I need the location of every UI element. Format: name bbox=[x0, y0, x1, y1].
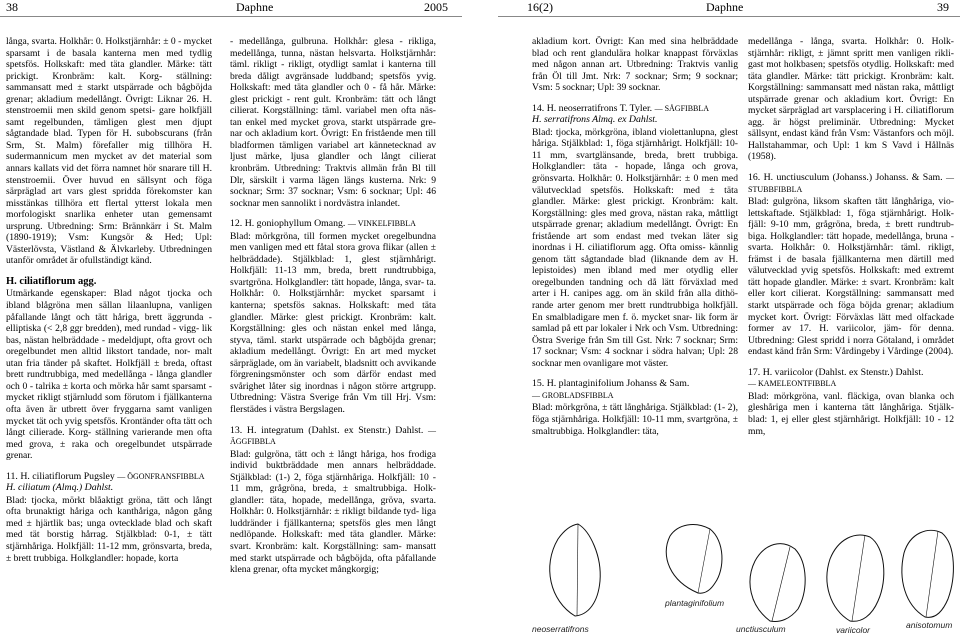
figure-caption: unctiusculum bbox=[736, 624, 786, 634]
species-heading bbox=[6, 471, 212, 494]
issue-label: 16(2) bbox=[527, 0, 553, 14]
leaf-figure bbox=[520, 521, 960, 638]
figure-caption: anisotomum bbox=[906, 620, 953, 630]
journal-title-left: Daphne bbox=[236, 0, 274, 14]
section-heading: H. ciliatiflorum agg. bbox=[6, 275, 97, 287]
species-heading bbox=[748, 172, 954, 195]
page-number-left: 38 bbox=[6, 0, 18, 14]
species-common-name: — VINKELFIBBLA bbox=[347, 219, 416, 229]
species-heading bbox=[230, 425, 436, 448]
paragraph: Blad: mörkgröna, ± tätt långhåriga. Stjälkblad: (1- 2), föga stjärnhåriga. Holkfjäll: 10-11 mm, svartgröna, ± smaltrubbiga. Holkglandler: täta, bbox=[532, 402, 738, 437]
text-column-4 bbox=[748, 36, 954, 446]
paragraph: långa, svarta. Holkhår: 0. Holkstjärnhår: ± 0 - mycket sparsamt i de basala kanterna men med tydlig spetsfös. Holkskaft: med täta glandler. Märke: tätt prickigt. Kronbräm: kalt. Korg- ställning: sammansatt med ± starkt utspärrade och bågböjda grenar; akladium medellångt. Övrigt: Liknar 26. H. stenstroemii men skild genom spetsi- gare holkfjäll samt regelbunden, tämligen glest men djupt sågtandade blad. Typen för H. subobscurans (från Srm, St. Malm) förefaller mig tillhöra H. sudermannicum men mycket av det material som annars kallats vid det förra namnet hör snarare till H. stenstroemii. Över huvud en sällsynt och föga särpräglad art vars glest spridda förekomster kan misstänkas tillhöra ett flertal ytterst lokala men morfologiskt snarlika enheter utan gemensamt ursprung. Utbredning: Srm: Brännkärr i St. Malm (1890-1919); Vsm: Kungsör & Hed; Upl: Västerlövsta, Västland & Älvkarleby. Utbredningen utanför området är ofullständigt känd. bbox=[6, 36, 212, 267]
paragraph: - medellånga, gulbruna. Holkhår: glesa - rikliga, medellånga, tunna, nästan helsvarta. Holkstjärnhår: täml. rikligt - rikligt, otydligt samlat i kanterna till breda dåligt avgränsade luddband; spetsfös yvig. Holkskaft: med täta glandler och 0 - få hår. Märke: glest prickigt - rent gult. Kronbräm: tätt och långt cilierat. Korgställning: täml. variabel men ofta näs- tan enkel med mycket grova, starkt utspärrade gre- nar och akladium kort. Övrigt: En fristående men till bladformen tämligen variabel art kännetecknad av ljust märke, ljusa glandler och långt cilierat kronbräm. Utbredning: Traktvis allmän från Bl till Dlr, särskilt i varma lägen längs kusterna. Nrk: 9 socknar; Srm: 37 socknar; Vsm: 6 socknar; Upl: 46 socknar men sannolikt i nordvästra inlandet. bbox=[230, 36, 436, 209]
leaf-variicolor-icon bbox=[827, 535, 884, 621]
figure-caption: plantaginifolium bbox=[665, 598, 725, 608]
year-label: 2005 bbox=[424, 0, 448, 14]
figure-caption: neoserratifrons bbox=[532, 624, 589, 634]
text-column-3 bbox=[532, 36, 738, 446]
species-name: 15. H. plantaginifolium Johanss & Sam. bbox=[532, 378, 690, 390]
leaf-neoserratifrons-icon bbox=[550, 524, 600, 616]
species-common-name: — SÅGFIBBLA bbox=[654, 103, 710, 113]
species-common-name: — ÄGGFIBBLA bbox=[230, 425, 437, 447]
species-common-name: — STUBBFIBBLA bbox=[748, 173, 954, 194]
page-number-right: 39 bbox=[937, 0, 949, 14]
journal-title-right: Daphne bbox=[706, 0, 744, 14]
header-rule-right bbox=[498, 16, 960, 17]
leaf-plantaginifolium-icon bbox=[666, 525, 722, 594]
leaf-unctiusculum-icon bbox=[750, 544, 805, 622]
paragraph: Utmärkande egenskaper: Blad något tjocka och ibland blågröna men sällan lilaanlupna, vanligen påfallande långt och tätt håriga, brett äggrunda - elliptiska (< 2,8 ggr bredden), med rundad - vigg- lik bas, nästan helbräddade - medeldjupt, ofta grovt och oregelbundet men alltid likstort tandade, nor- malt utan fria tänder på skaftet. Holkfjäll ± breda, oftast brett rundtrubbiga, med medellånga - långa glandler och 0 - talrika ± korta och mörka hår samt sparsamt - mycket rikligt stjärnludd som förutom i fjällkanterna ofta även är utbrett över fryggarna samt vanligen mycket tät och yvig spetsfös. Krontänder ofta tätt och långt cilierade. Korg- ställning varierande men ofta med grova, ± raka och oregelbundet utspärrade grenar. bbox=[6, 288, 212, 462]
text-column-1 bbox=[6, 36, 212, 573]
species-heading bbox=[532, 103, 738, 126]
species-name: 16. H. unctiusculum (Johanss.) Johanss. & Sam. bbox=[748, 172, 943, 184]
species-name: 14. H. neoserratifrons T. Tyler. bbox=[532, 102, 653, 114]
text-column-2 bbox=[230, 36, 436, 585]
species-common-name: — ÖGONFRANSFIBBLA bbox=[117, 471, 205, 481]
species-name: 17. H. variicolor (Dahlst. ex Stenstr.) Dahlst. bbox=[748, 366, 924, 378]
leaf-drawings bbox=[520, 521, 960, 638]
paragraph: medellånga - långa, svarta. Holkhår: 0. Holk- stjärnhår: rikligt, ± jämnt spritt men vanligen rikli- gast mot holkbasen; spetsfös otydlig. Holkskaft: med täta glandler. Märke: tätt prickigt. Kronbräm: kalt. Korgställning: sammansatt med nästan raka, måttligt utspärrade grenar och akladium kort. Övrigt: En mycket särpräglad art varsplacering i H. ciliatiflorum agg. är högst preliminär. Utbredning: Mycket sällsynt, endast känd från Vsm: Västanfors och möjl. Hallstahammar, och Upl: 1 km S Vavd i Hållnäs (1958). bbox=[748, 36, 954, 163]
species-heading bbox=[748, 367, 954, 390]
species-name: 13. H. integratum (Dahlst. ex Stenstr.) Dahlst. bbox=[230, 424, 424, 436]
species-synonym: H. ciliatum (Almq.) Dahlst. bbox=[6, 482, 114, 494]
paragraph: Blad: gulgröna, liksom skaften tätt långhåriga, vio- lettskaftade. Stjälkblad: 1, föga stjärnhårigt. Holk- fjäll: 9-10 mm, grågröna, breda, ± brett rundtrub- biga. Holkglandler: tätt hopade, medellånga, bruna - svarta. Holkhår: 0. Holkstjärnhår: täml. rikligt, främst i de basala fjällkanterna men därtill med välutvecklad yvig spetsfös. Holkskaft: med extremt tätt hopade glandler. Märke: ± svart. Kronbräm: kalt eller kort cilierat. Korgställning: sammansatt med starkt utspärrade och föga böjda grenar; akladium mycket kort. Övrigt: Förväxlas lätt med olfackade former av 17. H. variicolor, jäm- för denna. Utbredning: Glest spridd i norra Götaland, i området endast känd från Srm: Vårdingeby i Vårdinge (2004). bbox=[748, 196, 954, 358]
paragraph: Blad: gulgröna, tätt och ± långt håriga, hos frodiga individ buktbräddade men annars helbräddade. Stjälkblad: (1-) 2, föga stjärnhåriga. Holkfjäll: 10 - 11 mm, grågröna, breda, ± smaltrubbiga. Holk- glandler: täta, hopade, medellånga, gröva, svarta. Holkhår: 0. Holkstjärnhår: ± rikligt bildande tyd- liga luddränder i fjällkanterna; spetsfös gles men långt nedlöpande. Holkskaft: med täta glandler. Märke: svart. Kronbräm: kalt. Korgställning: sam- mansatt med starkt utspärrade och bågböjda, ofta påfallande klena grenar, ofta mycket mångkorgig; bbox=[230, 448, 436, 576]
paragraph: Blad: tjocka, mörkt blåaktigt gröna, tätt och långt ofta brunaktigt håriga och kanthåriga, någon gång med ± hjärtlik bas; unga ovtecklade blad och skaft med tät borstig hårrag. Stjälkblad: 0-1, ± tätt stjärnhåriga. Holkfjäll: 11-12 mm, grönsvarta, breda, ± brett trubbiga. Holkglandler: hopade, korta bbox=[6, 494, 212, 564]
paragraph: Blad: mörkgröna, till formen mycket oregelbundna men vanligen med ett fåtal stora grova flikar (allen ± helbräddade). Stjälkblad: 1, glest stjärnhårigt. Holkfjäll: 11-13 mm, breda, brett rundtrubbiga, svartgröna. Holkglandler: tätt hopade, långa, svar- ta. Holkhår: 0. Holkstjärnhår: mycket sparsamt i kanterna; spetsfös saknas. Holkskaft: med täta glandler. Märke: glest prickigt. Kronbräm: kalt. Korgställning: gles och nästan enkel med långa, styva, täml. starkt utspärrade och bågböjda grenar; akladium medellångt. Övrigt: En art med mycket särpräglade, om än variabelt, bladsnitt och avvikande förgreningsmönster och som därför endast med svårighet låter sig inordnas i någon större artgrupp. Utbredning: Västra Sverige från Vm till Hrj. Vsm: flerstädes i västra Bergslagen. bbox=[230, 230, 436, 415]
species-name: 11. H. ciliatiflorum Pugsley bbox=[6, 470, 115, 482]
species-common-name: — GROBLADSFIBBLA bbox=[532, 390, 614, 400]
species-heading bbox=[230, 218, 436, 230]
paragraph: Blad: mörkgröna, vanl. fläckiga, ovan blanka och gleshåriga men i kanterna tätt långhåriga. Stjälk- blad: 1, ej eller glest stjärnhårigt. Holkfjäll: 10 - 12 mm, bbox=[748, 390, 954, 437]
figure-caption: variicolor bbox=[836, 625, 871, 635]
species-common-name: — KAMELEONTFIBBLA bbox=[748, 379, 837, 389]
header-rule-left bbox=[0, 16, 462, 17]
paragraph: akladium kort. Övrigt: Kan med sina helbräddade blad och rent glandulära holkar knappast förväxlas med någon annan art. Utbredning: Traktvis vanlig från Öl till Jmt. Nrk: 7 socknar; Srm; 9 socknar; Vsm: 5 socknar; Upl: 39 socknar. bbox=[532, 36, 738, 94]
paragraph: Blad: tjocka, mörkgröna, ibland violettanlupna, glest håriga. Stjälkblad: 1, föga stjärnhårigt. Holkfjäll: 10-11 mm, svartglänsande, breda, brett trubbiga. Holkglandler: täta - hopade, långa och grova, grönsvarta. Holkhår: 0. Holkstjärnhår: ± 0 men med välutvecklad spetsfös. Holkskaft: med ± täta glandler. Märke: glest prickigt. Kronbräm: kalt. Korgställning: gles med grova, nästan raka, måttligt utspärrade grenar; akladium medellångt. Övrigt: En fristående art som endast med tvekan läter sig inordnas i H. ciliatiflorum agg. Ofta omiss- kännlig genom tätt sågtandade blad (liknande dem av H. lepistoides) men ibland med mer otydlig eller oregelbunden tandning och då lätt förväxlad med arter i H. canipes agg. om än skild från alla dithö- rande arter genom mer brett rundtrubbiga holkfjäll. En smalbladigare men f. ö. mycket snar- lik form är samlad på ett par lokaler i Nrk och Vsm. Utbredning: Östra Sverige från Sm till Gst. Nrk: 7 socknar; Srm: 17 socknar; Vsm: 4 socknar i södra halvan; Upl: 28 socknar men ovanligare mot väster. bbox=[532, 126, 738, 369]
species-synonym: H. serratifrons Almq. ex Dahlst. bbox=[532, 114, 658, 126]
species-name: 12. H. goniophyllum Omang. bbox=[230, 218, 346, 230]
species-heading bbox=[532, 378, 738, 401]
